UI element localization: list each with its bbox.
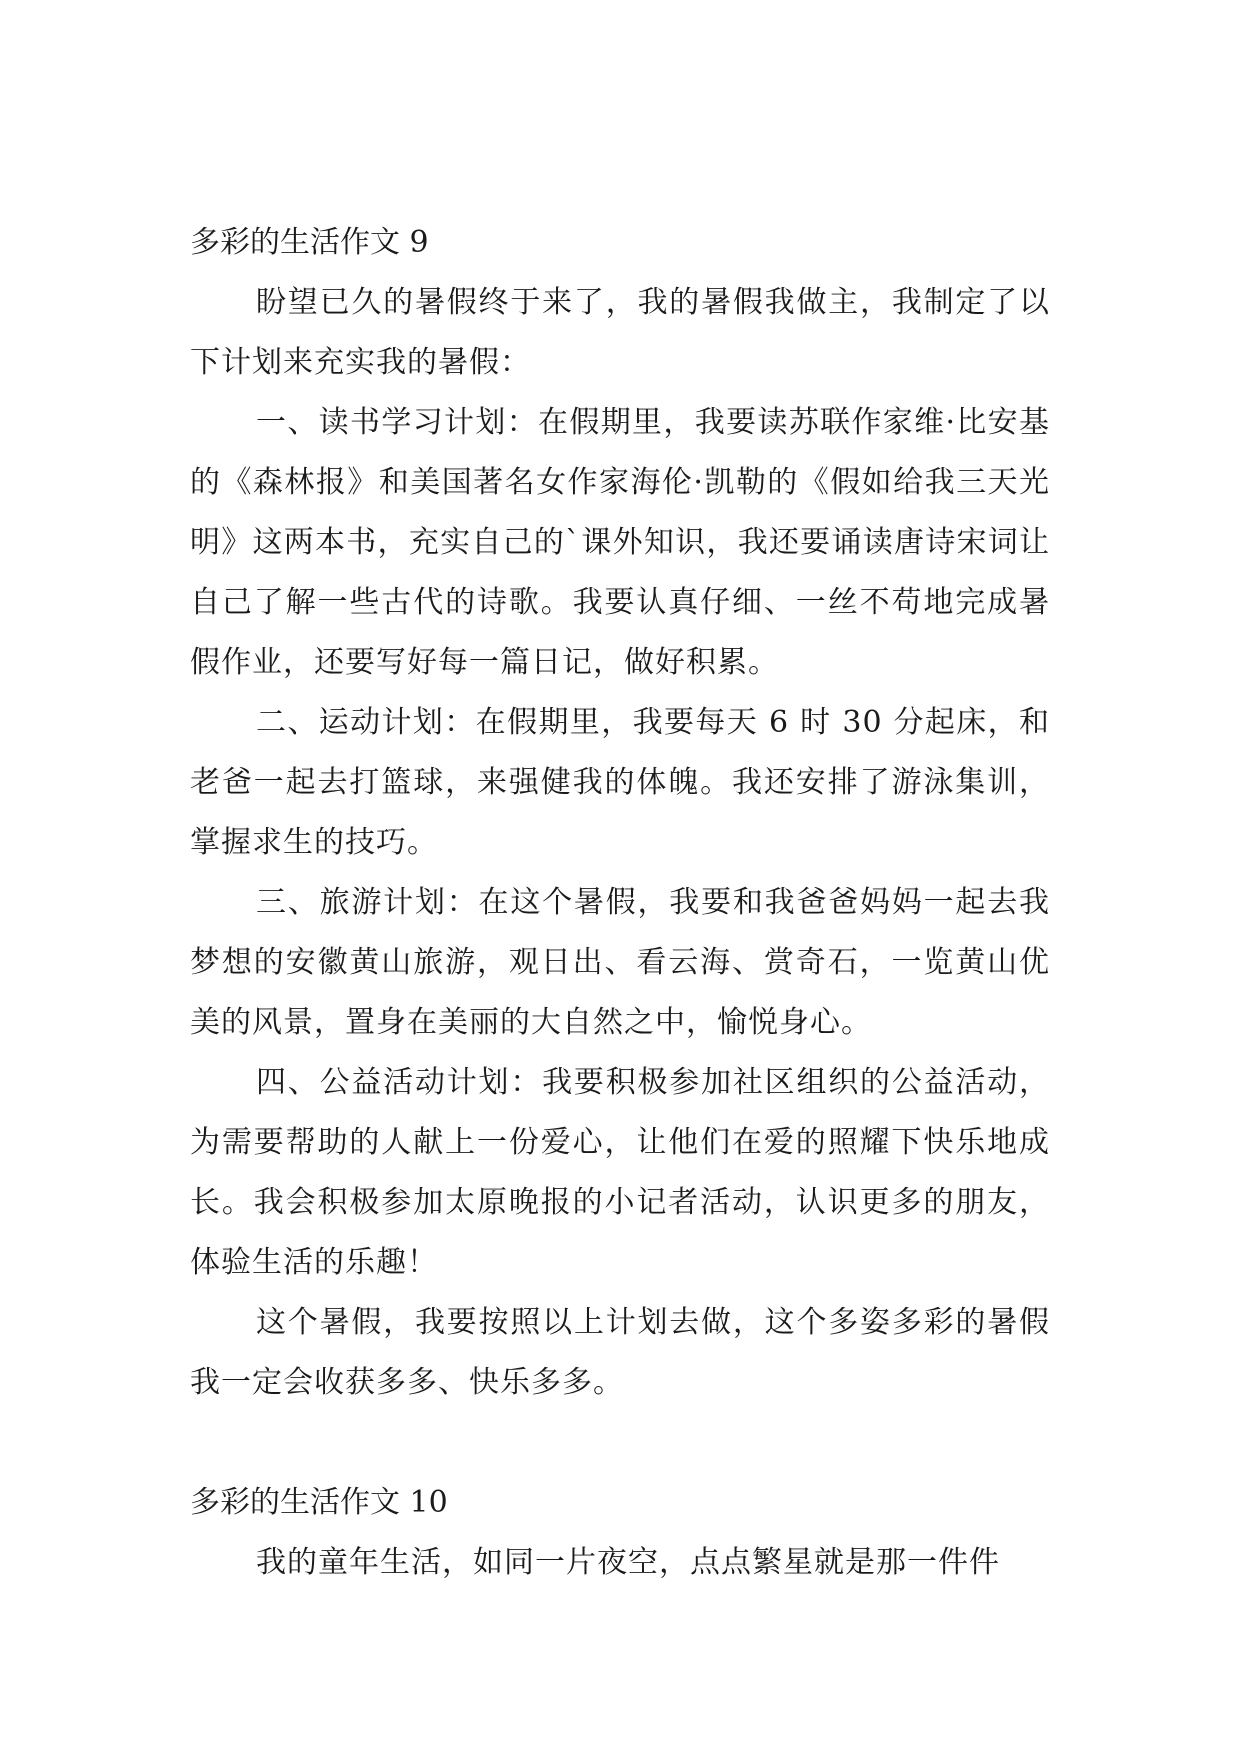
paragraph-conclusion: 这个暑假，我要按照以上计划去做，这个多姿多彩的暑假我一定会收获多多、快乐多多。 (190, 1305, 1050, 1400)
paragraph-exercise-plan: 二、运动计划：在假期里，我要每天 6 时 30 分起床，和老爸一起去打篮球，来强健我的体魄。我还安排了游泳集训，掌握求生的技巧。 (190, 705, 1050, 860)
paragraph-childhood-opening: 我的童年生活，如同一片夜空，点点繁星就是那一件件 (256, 1545, 1000, 1580)
paragraph-reading-plan: 一、读书学习计划：在假期里，我要读苏联作家维·比安基的《森林报》和美国著名女作家海伦·凯勒的《假如给我三天光明》这两本书，充实自己的`课外知识，我还要诵读唐诗宋词让自己了解一些古代的诗歌。我要认真仔细、一丝不苟地完成暑假作业，还要写好每一篇日记，做好积累。 (190, 405, 1050, 680)
essay-heading-10: 多彩的生活作文 10 (190, 1485, 448, 1520)
section-spacer (190, 1413, 1050, 1473)
paragraph-intro: 盼望已久的暑假终于来了，我的暑假我做主，我制定了以下计划来充实我的暑假： (190, 285, 1050, 380)
essay-heading-9: 多彩的生活作文 9 (190, 225, 429, 260)
paragraph-charity-plan: 四、公益活动计划：我要积极参加社区组织的公益活动，为需要帮助的人献上一份爱心，让他们在爱的照耀下快乐地成长。我会积极参加太原晚报的小记者活动，认识更多的朋友，体验生活的乐趣！ (190, 1065, 1050, 1280)
document-body (190, 213, 1050, 1593)
paragraph-travel-plan: 三、旅游计划：在这个暑假，我要和我爸爸妈妈一起去我梦想的安徽黄山旅游，观日出、看云海、赏奇石，一览黄山优美的风景，置身在美丽的大自然之中，愉悦身心。 (190, 885, 1050, 1040)
